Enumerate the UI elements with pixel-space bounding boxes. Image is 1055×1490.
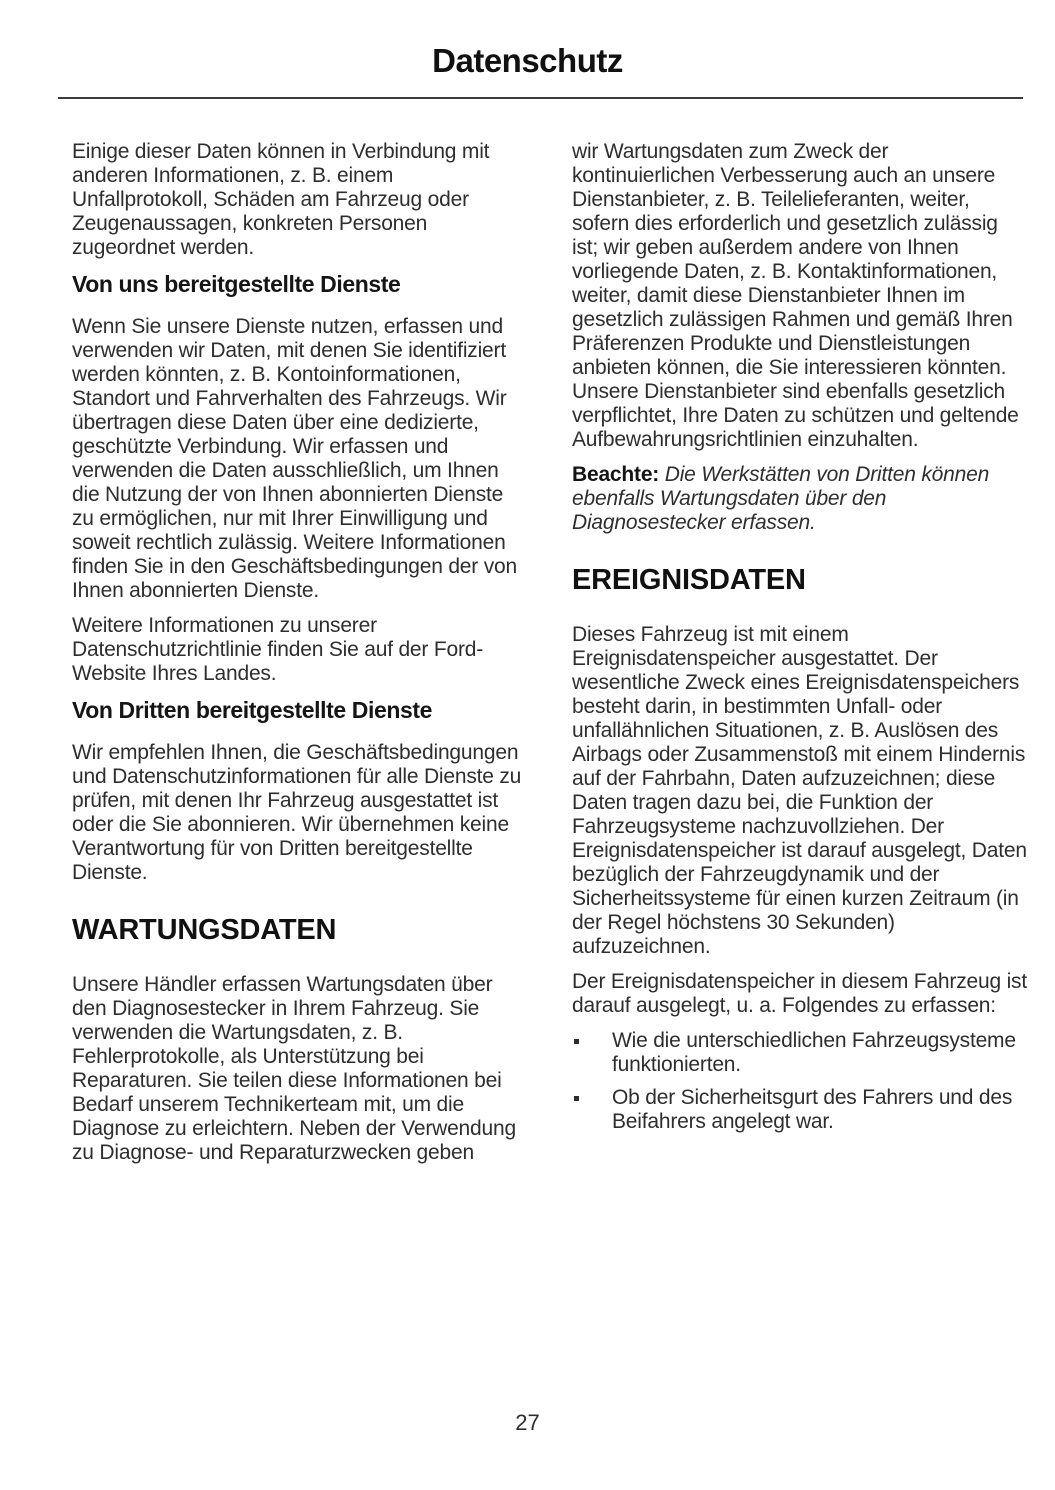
note-label: Beachte: — [572, 463, 660, 486]
paragraph-event-data-recorder: Dieses Fahrzeug ist mit einem Ereignisdatenspeicher ausgestattet. Der wesentliche Zweck eines Ereignisdatenspeichers besteht darin, in bestimmten Unfall- oder unfallähnlichen Situationen, z. B. Auslösen des Airbags oder Zusammenstoß mit einem Hindernis auf der Fahrbahn, Daten aufzuzeichnen; diese Daten tragen dazu bei, die Funktion der Fahrzeugsysteme nachzuvollziehen. Der Ereignisdatenspeicher ist darauf ausgelegt, Daten bezüglich der Fahrzeugdynamik und der Sicherheitssysteme für einen kurzen Zeitraum (in der Regel höchstens 30 Sekunden) aufzuzeichnen. — [572, 623, 1027, 958]
paragraph-maintenance-data-continued: wir Wartungsdaten zum Zweck der kontinuierlichen Verbesserung auch an unsere Dienstanbieter, z. B. Teilelieferanten, weiter, sofern dies erforderlich und gesetzlich zulässig ist; wir geben außerdem andere von Ihnen vorliegende Daten, z. B. Kontaktinformationen, weiter, damit diese Dienstanbieter Ihnen im gesetzlich zulässigen Rahmen und gemäß Ihren Präferenzen Produkte und Dienstleistungen anbieten können, die Sie interessieren könnten. Unsere Dienstanbieter sind ebenfalls gesetzlich verpflichtet, Ihre Daten zu schützen und geltende Aufbewahrungsrichtlinien einzuhalten. — [572, 140, 1019, 451]
page-title: Datenschutz — [432, 42, 623, 79]
bullet-item-seatbelt: Ob der Sicherheitsgurt des Fahrers und des Beifahrers angelegt war. — [572, 1086, 1028, 1134]
section-heading-ereignisdaten: EREIGNISDATEN — [572, 564, 806, 596]
subheading-services-by-us: Von uns bereitgestellte Dienste — [72, 271, 401, 297]
page-number: 27 — [515, 1410, 540, 1435]
note-block — [572, 463, 1028, 535]
bullet-list — [572, 1029, 1028, 1134]
section-heading-wartungsdaten: WARTUNGSDATEN — [72, 914, 337, 946]
note-text: Die Werkstätten von Dritten können ebenfalls Wartungsdaten über den Diagnosestecker erfassen. — [572, 463, 990, 534]
right-column — [572, 140, 1028, 1176]
paragraph-our-services: Wenn Sie unsere Dienste nutzen, erfassen und verwenden wir Daten, mit denen Sie identifiziert werden könnten, z. B. Kontoinformationen, Standort und Fahrverhalten des Fahrzeugs. Wir übertragen diese Daten über eine dedizierte, geschützte Verbindung. Wir erfassen und verwenden die Daten ausschließlich, um Ihnen die Nutzung der von Ihnen abonnierten Dienste zu ermöglichen, nur mit Ihrer Einwilligung und soweit rechtlich zulässig. Weitere Informationen finden Sie in den Geschäftsbedingungen der von Ihnen abonnierten Dienste. — [72, 315, 517, 602]
paragraph-data-linking: Einige dieser Daten können in Verbindung mit anderen Informationen, z. B. einem Unfallprotokoll, Schäden am Fahrzeug oder Zeugenaussagen, konkreten Personen zugeordnet werden. — [72, 140, 490, 259]
paragraph-maintenance-data: Unsere Händler erfassen Wartungsdaten über den Diagnosestecker in Ihrem Fahrzeug. Sie verwenden die Wartungsdaten, z. B. Fehlerprotokolle, als Unterstützung bei Reparaturen. Sie teilen diese Informationen bei Bedarf unserem Technikerteam mit, um die Diagnose zu erleichtern. Neben der Verwendung zu Diagnose- und Reparaturzwecken geben — [72, 973, 516, 1164]
content-columns — [72, 140, 1055, 1176]
title-divider — [58, 97, 1023, 99]
left-column — [72, 140, 528, 1176]
paragraph-privacy-policy: Weitere Informationen zu unserer Datenschutzrichtlinie finden Sie auf der Ford-Website Ihres Landes. — [72, 614, 484, 685]
paragraph-third-party-services: Wir empfehlen Ihnen, die Geschäftsbedingungen und Datenschutzinformationen für alle Dienste zu prüfen, mit denen Ihr Fahrzeug ausgestattet ist oder die Sie abonnieren. Wir übernehmen keine Verantwortung für von Dritten bereitgestellte Dienste. — [72, 741, 522, 884]
subheading-services-by-third-parties: Von Dritten bereitgestellte Dienste — [72, 697, 433, 723]
paragraph-event-data-intro: Der Ereignisdatenspeicher in diesem Fahrzeug ist darauf ausgelegt, u. a. Folgendes zu erfassen: — [572, 970, 1027, 1017]
bullet-item-vehicle-systems: Wie die unterschiedlichen Fahrzeugsysteme funktionierten. — [572, 1029, 1028, 1077]
